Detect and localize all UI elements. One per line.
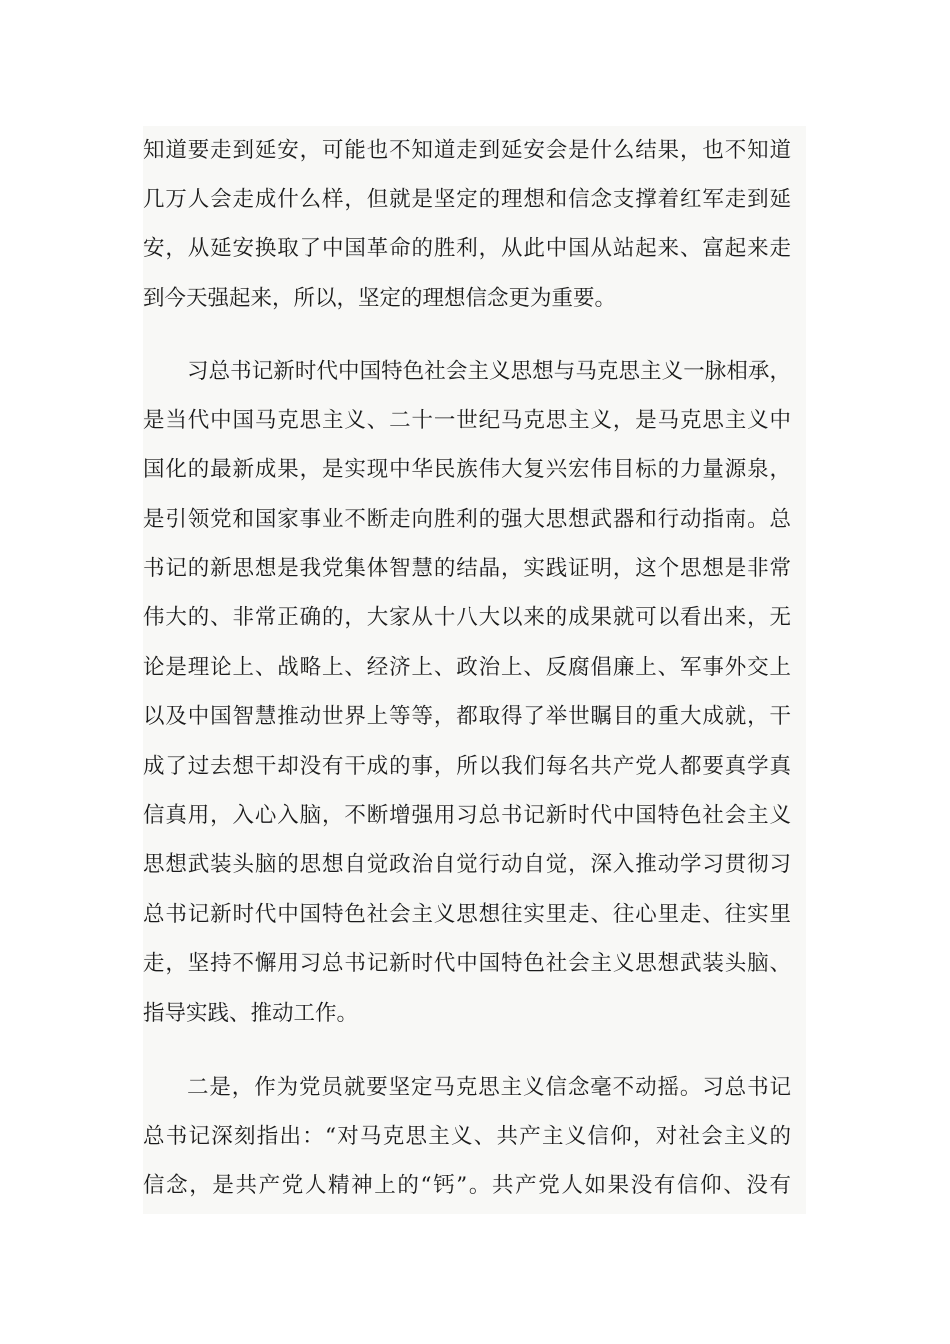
paragraph-1-line-2: 几万人会走成什么样，但就是坚定的理想和信念支撑着红军走到延 — [143, 187, 791, 212]
paragraph-1-line-3: 安，从延安换取了中国革命的胜利，从此中国从站起来、富起来走 — [143, 236, 791, 261]
paragraph-3-line-3: 信念，是共产党人精神上的“钙”。共产党人如果没有信仰、没有 — [143, 1173, 791, 1198]
paragraph-2-line-5: 书记的新思想是我党集体智慧的结晶，实践证明，这个思想是非常 — [143, 556, 791, 581]
paragraph-2-line-1: 习总书记新时代中国特色社会主义思想与马克思主义一脉相承， — [187, 359, 791, 384]
paragraph-2-line-3: 国化的最新成果，是实现中华民族伟大复兴宏伟目标的力量源泉， — [143, 457, 791, 482]
paragraph-2-line-4: 是引领党和国家事业不断走向胜利的强大思想武器和行动指南。总 — [143, 507, 791, 532]
paragraph-2-line-7: 论是理论上、战略上、经济上、政治上、反腐倡廉上、军事外交上 — [143, 655, 791, 680]
paragraph-2-line-9: 成了过去想干却没有干成的事，所以我们每名共产党人都要真学真 — [143, 754, 791, 779]
document-text-block — [143, 126, 806, 1214]
paragraph-3-line-1: 二是，作为党员就要坚定马克思主义信念毫不动摇。习总书记 — [187, 1075, 791, 1100]
paragraph-2-line-2: 是当代中国马克思主义、二十一世纪马克思主义，是马克思主义中 — [143, 408, 791, 433]
paragraph-2-line-13: 走，坚持不懈用习总书记新时代中国特色社会主义思想武装头脑、 — [143, 951, 791, 976]
paragraph-1-line-1: 知道要走到延安，可能也不知道走到延安会是什么结果，也不知道 — [143, 138, 791, 163]
paragraph-2-line-10: 信真用，入心入脑，不断增强用习总书记新时代中国特色社会主义 — [143, 803, 791, 828]
paragraph-2-line-6: 伟大的、非常正确的，大家从十八大以来的成果就可以看出来，无 — [143, 605, 791, 630]
paragraph-2-line-14: 指导实践、推动工作。 — [143, 1001, 359, 1026]
paragraph-1-line-4: 到今天强起来，所以，坚定的理想信念更为重要。 — [143, 286, 617, 311]
paragraph-3-line-2: 总书记深刻指出：“对马克思主义、共产主义信仰，对社会主义的 — [143, 1124, 791, 1149]
paragraph-2-line-12: 总书记新时代中国特色社会主义思想往实里走、往心里走、往实里 — [143, 902, 791, 927]
paragraph-2-line-11: 思想武装头脑的思想自觉政治自觉行动自觉，深入推动学习贯彻习 — [143, 852, 791, 877]
paragraph-2-line-8: 以及中国智慧推动世界上等等，都取得了举世瞩目的重大成就，干 — [143, 704, 791, 729]
